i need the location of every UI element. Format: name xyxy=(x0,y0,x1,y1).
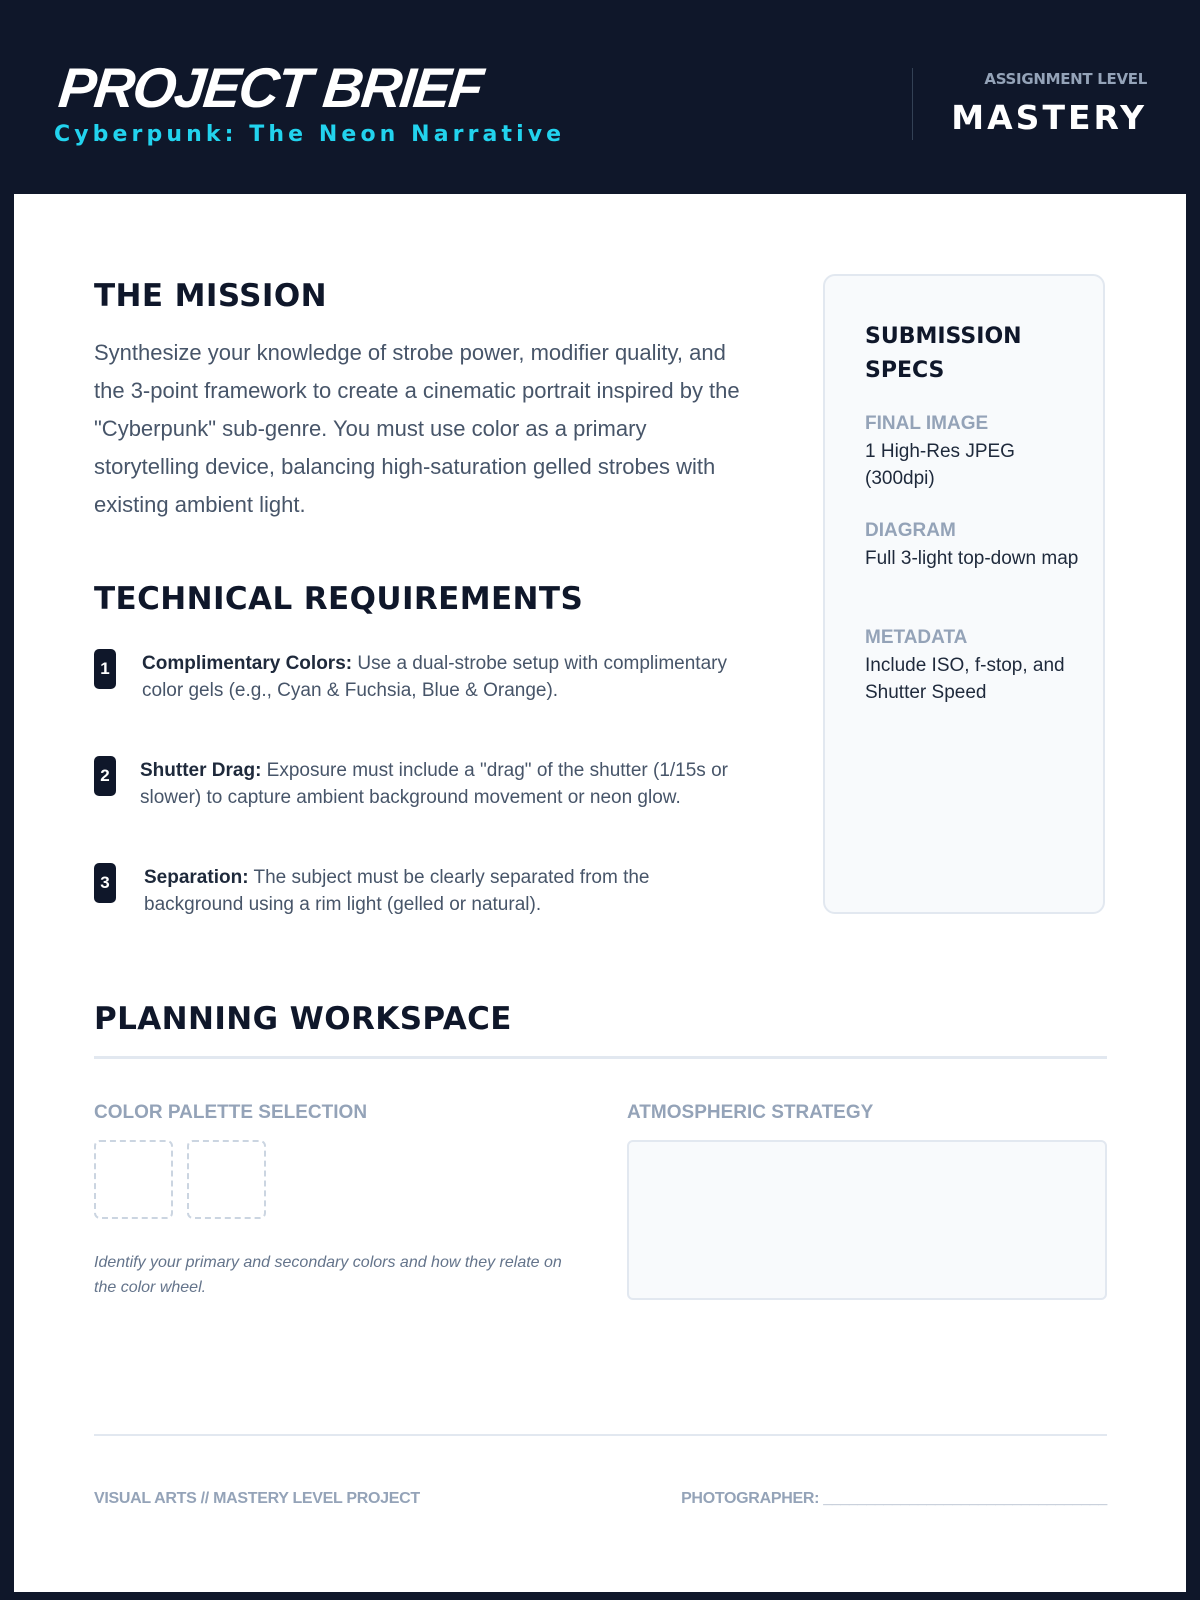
mission-heading: THE MISSION xyxy=(94,278,327,314)
atmospheric-strategy-field[interactable] xyxy=(627,1140,1107,1300)
footer-divider xyxy=(94,1434,1107,1436)
planning-heading: PLANNING WORKSPACE xyxy=(94,1001,512,1037)
submission-specs-card xyxy=(823,274,1105,914)
requirement-number-badge: 2 xyxy=(94,756,116,796)
planning-divider xyxy=(94,1056,1107,1059)
requirement-title: Separation: xyxy=(144,867,249,888)
palette-hint: Identify your primary and secondary colors and how they relate on the color wheel. xyxy=(94,1254,562,1296)
requirement-description: Exposure must include a "drag" of the shutter (1/15s or slower) to capture ambient background movement or neon glow. xyxy=(140,760,728,808)
assignment-level-label: ASSIGNMENT LEVEL xyxy=(984,70,1147,88)
requirement-number-badge: 3 xyxy=(94,863,116,903)
secondary-color-swatch[interactable] xyxy=(187,1140,266,1219)
brief-sheet xyxy=(14,194,1186,1592)
spec-label: DIAGRAM xyxy=(865,520,956,541)
spec-value: Full 3-light top-down map xyxy=(865,548,1079,569)
footer-project-label: VISUAL ARTS // MASTERY LEVEL PROJECT xyxy=(94,1490,420,1507)
requirement-description: Use a dual-strobe setup with complimentary color gels (e.g., Cyan & Fuchsia, Blue & Orange). xyxy=(142,653,727,701)
header-divider xyxy=(912,68,913,140)
requirement-number-badge: 1 xyxy=(94,649,116,689)
requirement-text xyxy=(142,650,742,704)
mission-text: Synthesize your knowledge of strobe power, modifier quality, and the 3-point framework to create a cinematic portrait inspired by the "Cyberpunk" sub-genre. You must use color as a primary storytelling device, balancing high-saturation gelled strobes with existing ambient light. xyxy=(94,340,740,517)
brief-subtitle: Cyberpunk: The Neon Narrative xyxy=(54,122,566,147)
spec-final-image xyxy=(865,412,1085,492)
spec-value: 1 High-Res JPEG (300dpi) xyxy=(865,441,1015,489)
strategy-label: ATMOSPHERIC STRATEGY xyxy=(627,1102,874,1123)
requirement-text xyxy=(144,864,744,918)
requirement-title: Shutter Drag: xyxy=(140,760,262,781)
brief-title: PROJECT BRIEF xyxy=(55,56,485,119)
spec-label: METADATA xyxy=(865,627,968,648)
requirement-text xyxy=(140,757,740,811)
spec-metadata xyxy=(865,626,1085,706)
requirement-description: The subject must be clearly separated from the background using a rim light (gelled or natural). xyxy=(144,867,650,915)
palette-label: COLOR PALETTE SELECTION xyxy=(94,1102,368,1123)
requirements-heading: TECHNICAL REQUIREMENTS xyxy=(94,581,584,617)
spec-value: Include ISO, f-stop, and Shutter Speed xyxy=(865,655,1065,703)
spec-diagram xyxy=(865,519,1085,572)
spec-label: FINAL IMAGE xyxy=(865,413,989,434)
assignment-level-value: MASTERY xyxy=(951,98,1147,137)
photographer-field[interactable]: PHOTOGRAPHER: _________________________________ xyxy=(681,1490,1107,1507)
specs-title: SUBMISSION SPECS xyxy=(865,324,1022,383)
page-header xyxy=(0,0,1200,194)
requirement-title: Complimentary Colors: xyxy=(142,653,353,674)
primary-color-swatch[interactable] xyxy=(94,1140,173,1219)
